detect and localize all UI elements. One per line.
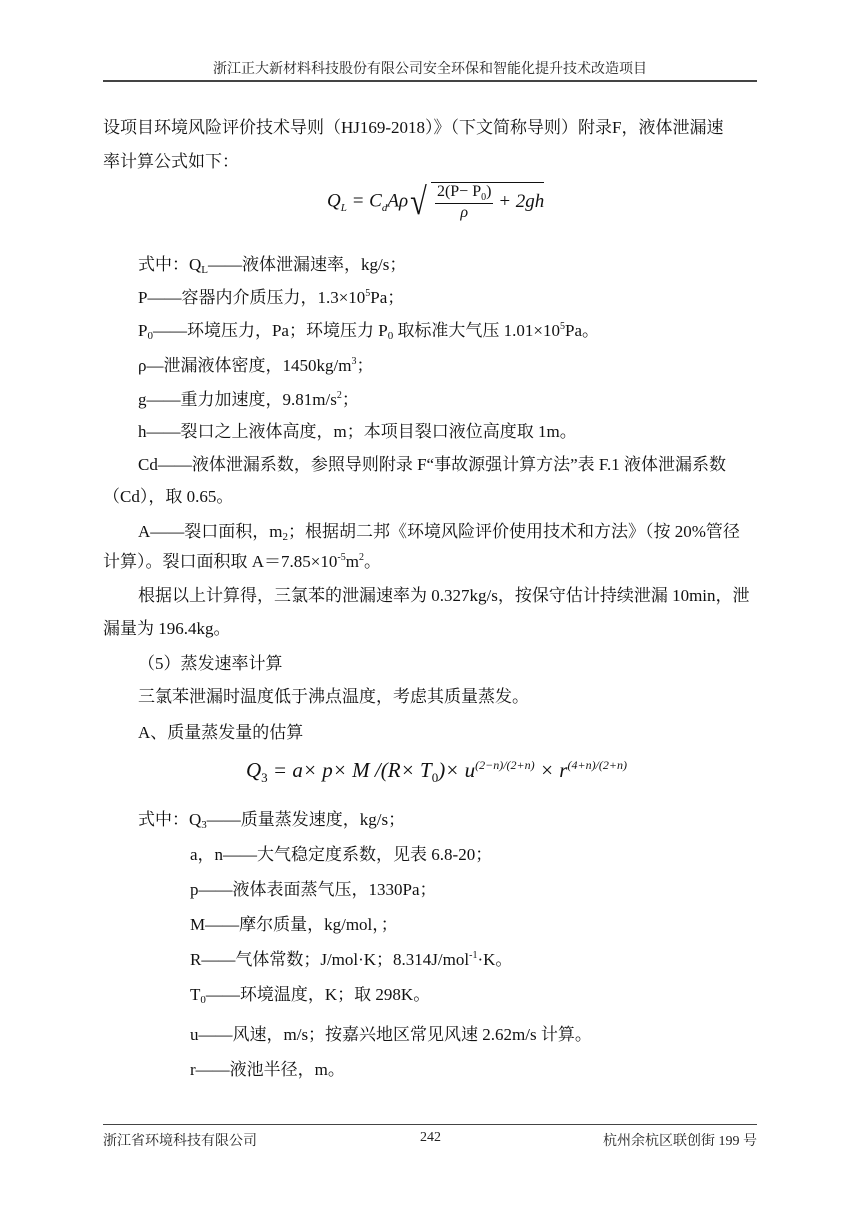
sqrt-sign: √ bbox=[410, 181, 427, 223]
text-segment: ； bbox=[341, 390, 359, 409]
text-segment: ； bbox=[356, 356, 374, 375]
f1-cd-sub: d bbox=[381, 202, 388, 215]
footer-address: 杭州余杭区联创街 199 号 bbox=[603, 1134, 757, 1149]
text-line bbox=[138, 255, 406, 275]
formula-leak-rate bbox=[327, 180, 544, 224]
f1-num-text: 2(P− P bbox=[436, 182, 482, 200]
header-rule bbox=[103, 80, 757, 82]
text-segment: 设项目环境风险评价技术导则（HJ169-2018）》（下文简称导则）附录F，液体泄漏速 bbox=[103, 118, 724, 137]
text-line bbox=[138, 288, 404, 308]
text-line bbox=[190, 1060, 345, 1080]
supscript: 5 bbox=[560, 321, 566, 332]
f1-num-sub: 0 bbox=[481, 192, 487, 204]
text-segment: 式中：Q bbox=[138, 810, 202, 829]
text-segment: T bbox=[190, 985, 201, 1004]
f2-t-sub: 0 bbox=[431, 770, 439, 786]
f1-fraction bbox=[435, 183, 493, 222]
subscript: 0 bbox=[200, 994, 206, 1006]
text-segment: （5）蒸发速率计算 bbox=[138, 654, 283, 673]
text-segment: Cd——液体泄漏系数，参照导则附录 F“事故源强计算方法”表 F.1 液体泄漏系数 bbox=[138, 455, 726, 474]
text-segment: h——裂口之上液体高度，m；本项目裂口液位高度取 1m。 bbox=[138, 422, 577, 441]
text-segment: r——液池半径，m。 bbox=[190, 1060, 345, 1079]
text-segment: ；根据胡二邦《环境风险评价使用技术和方法》（按 20%管径 bbox=[288, 522, 740, 541]
text-segment: 取标准大气压 1.01×10 bbox=[393, 321, 561, 340]
text-segment: （Cd），取 0.65。 bbox=[103, 487, 234, 506]
f1-num-end: ) bbox=[486, 182, 492, 200]
subscript: 2 bbox=[282, 531, 288, 543]
text-segment: A——裂口面积，m bbox=[138, 522, 283, 541]
text-segment: 根据以上计算得，三氯苯的泄漏速率为 0.327kg/s，按保守估计持续泄漏 10min，泄 bbox=[138, 586, 750, 605]
f2-b: = a× p× M /(R× T bbox=[267, 758, 432, 782]
f2-q: Q bbox=[246, 758, 262, 782]
text-line bbox=[190, 915, 398, 935]
text-segment: P bbox=[138, 321, 148, 340]
text-segment: a，n——大气稳定度系数，见表 6.8-20； bbox=[190, 845, 493, 864]
f1-q-sub: L bbox=[340, 202, 347, 215]
text-segment: R——气体常数；J/mol·K；8.314J/mol bbox=[190, 950, 470, 969]
f2-r-exp: (4+n)/(2+n) bbox=[567, 758, 627, 772]
text-segment: A、质量蒸发量的估算 bbox=[138, 723, 304, 742]
text-segment: 式中：Q bbox=[138, 255, 202, 274]
text-line bbox=[103, 619, 231, 639]
text-line bbox=[138, 723, 303, 743]
text-segment: u——风速，m/s；按嘉兴地区常见风速 2.62m/s 计算。 bbox=[190, 1025, 592, 1044]
text-line bbox=[138, 321, 599, 341]
text-segment: 漏量为 196.4kg。 bbox=[103, 619, 231, 638]
text-segment: M——摩尔质量，kg/mol，； bbox=[190, 915, 398, 934]
text-line bbox=[190, 880, 437, 900]
f2-c: )× u bbox=[438, 758, 476, 782]
subscript: 0 bbox=[147, 330, 153, 342]
f1-radicand bbox=[431, 182, 544, 222]
text-line bbox=[190, 1025, 592, 1045]
f1-rest: Aρ bbox=[387, 190, 409, 212]
f1-num bbox=[435, 183, 493, 204]
text-line bbox=[190, 985, 430, 1005]
text-segment: ρ—泄漏液体密度，1450kg/m bbox=[138, 356, 352, 375]
supscript: 2 bbox=[358, 552, 364, 563]
page-header: 浙江正大新材料科技股份有限公司安全环保和智能化提升技术改造项目 bbox=[213, 62, 647, 77]
text-segment: ·K。 bbox=[477, 950, 513, 969]
text-segment: Pa。 bbox=[565, 321, 600, 340]
formula-evaporation bbox=[246, 758, 627, 786]
text-segment: 计算）。裂口面积取 A＝7.85×10 bbox=[103, 552, 338, 571]
text-segment: Pa； bbox=[370, 288, 405, 307]
text-line bbox=[138, 586, 750, 606]
supscript: -1 bbox=[469, 950, 478, 961]
text-segment: ——环境温度，K；取 298K。 bbox=[205, 985, 431, 1004]
footer-rule bbox=[103, 1124, 757, 1125]
supscript: 5 bbox=[365, 288, 371, 299]
f1-den: ρ bbox=[460, 204, 469, 222]
f1-q: Q bbox=[327, 190, 341, 212]
supscript: -5 bbox=[337, 552, 346, 563]
page-number: 242 bbox=[420, 1130, 441, 1145]
text-line bbox=[138, 687, 529, 707]
f2-u-exp: (2−n)/(2+n) bbox=[475, 758, 535, 772]
f2-q-sub: 3 bbox=[261, 770, 268, 786]
text-line bbox=[103, 487, 233, 507]
text-segment: m bbox=[345, 552, 359, 571]
text-line bbox=[138, 455, 726, 475]
subscript: 0 bbox=[387, 330, 394, 342]
footer-company: 浙江省环境科技有限公司 bbox=[103, 1134, 257, 1149]
text-line bbox=[138, 654, 283, 674]
text-segment: P——容器内介质压力，1.3×10 bbox=[138, 288, 366, 307]
f1-eq: = C bbox=[346, 190, 382, 212]
text-line bbox=[138, 522, 740, 542]
text-segment: p——液体表面蒸气压，1330Pa； bbox=[190, 880, 437, 899]
subscript: L bbox=[201, 264, 209, 276]
text-line bbox=[138, 810, 405, 830]
f2-d: × r bbox=[534, 758, 568, 782]
supscript: 2 bbox=[336, 390, 342, 401]
text-line bbox=[138, 422, 577, 442]
text-line bbox=[103, 552, 381, 572]
f1-tail: + 2gh bbox=[498, 190, 545, 212]
text-segment: ——质量蒸发速度，kg/s； bbox=[206, 810, 406, 829]
text-line bbox=[103, 118, 724, 138]
supscript: 3 bbox=[351, 356, 357, 367]
text-segment: 三氯苯泄漏时温度低于沸点温度，考虑其质量蒸发。 bbox=[138, 687, 529, 706]
subscript: 3 bbox=[201, 819, 207, 831]
text-line bbox=[138, 390, 359, 410]
text-segment: 。 bbox=[363, 552, 381, 571]
text-segment: g——重力加速度，9.81m/s bbox=[138, 390, 337, 409]
text-line bbox=[190, 845, 492, 865]
text-line bbox=[138, 356, 373, 376]
text-line bbox=[103, 152, 239, 172]
text-segment: ——环境压力，Pa；环境压力 P bbox=[152, 321, 388, 340]
text-segment: 率计算公式如下： bbox=[103, 152, 239, 171]
text-line bbox=[190, 950, 512, 970]
text-segment: ——液体泄漏速率，kg/s； bbox=[208, 255, 407, 274]
